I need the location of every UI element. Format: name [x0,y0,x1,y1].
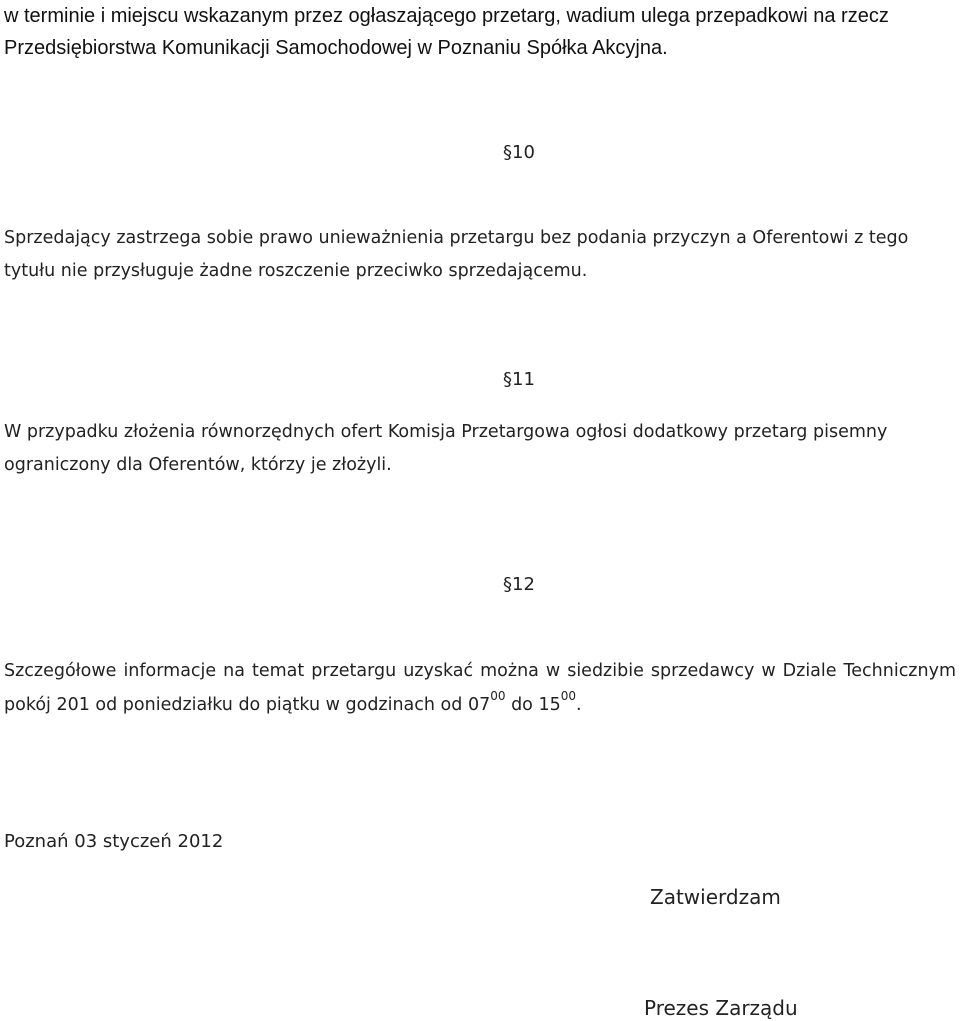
paragraph-section-12 [4,654,956,722]
place-and-date: Poznań 03 styczeń 2012 [4,831,224,852]
section-11-heading: §11 [503,369,535,390]
paragraph-section-11: W przypadku złożenia równorzędnych ofert Komisja Przetargowa ogłosi dodatkowy przetarg pisemny ograniczony dla Oferentów, którzy je złożyli. [4,422,888,475]
approval-label: Zatwierdzam [650,885,781,909]
hour-from-minutes: 00 [490,689,506,703]
paragraph-section-12-end: . [576,695,582,715]
section-10-heading: §10 [503,142,535,163]
paragraph-intro: w terminie i miejscu wskazanym przez ogłaszającego przetarg, wadium ulega przepadkowi na rzecz Przedsiębiorstwa Komunikacji Samochodowej w Poznaniu Spółka Akcyjna. [4,5,889,59]
paragraph-section-12-mid: do 15 [505,695,561,715]
hour-to-minutes: 00 [560,689,576,703]
signatory-title: Prezes Zarządu [644,996,798,1020]
paragraph-section-10: Sprzedający zastrzega sobie prawo unieważnienia przetargu bez podania przyczyn a Oferentowi z tego tytułu nie przysługuje żadne roszczenie przeciwko sprzedającemu. [4,228,909,281]
paragraph-section-12-text: Szczegółowe informacje na temat przetargu uzyskać można w siedzibie sprzedawcy w Dziale Technicznym pokój 201 od poniedziałku do piątku w godzinach od 07 [4,661,956,715]
section-12-heading: §12 [503,574,535,595]
